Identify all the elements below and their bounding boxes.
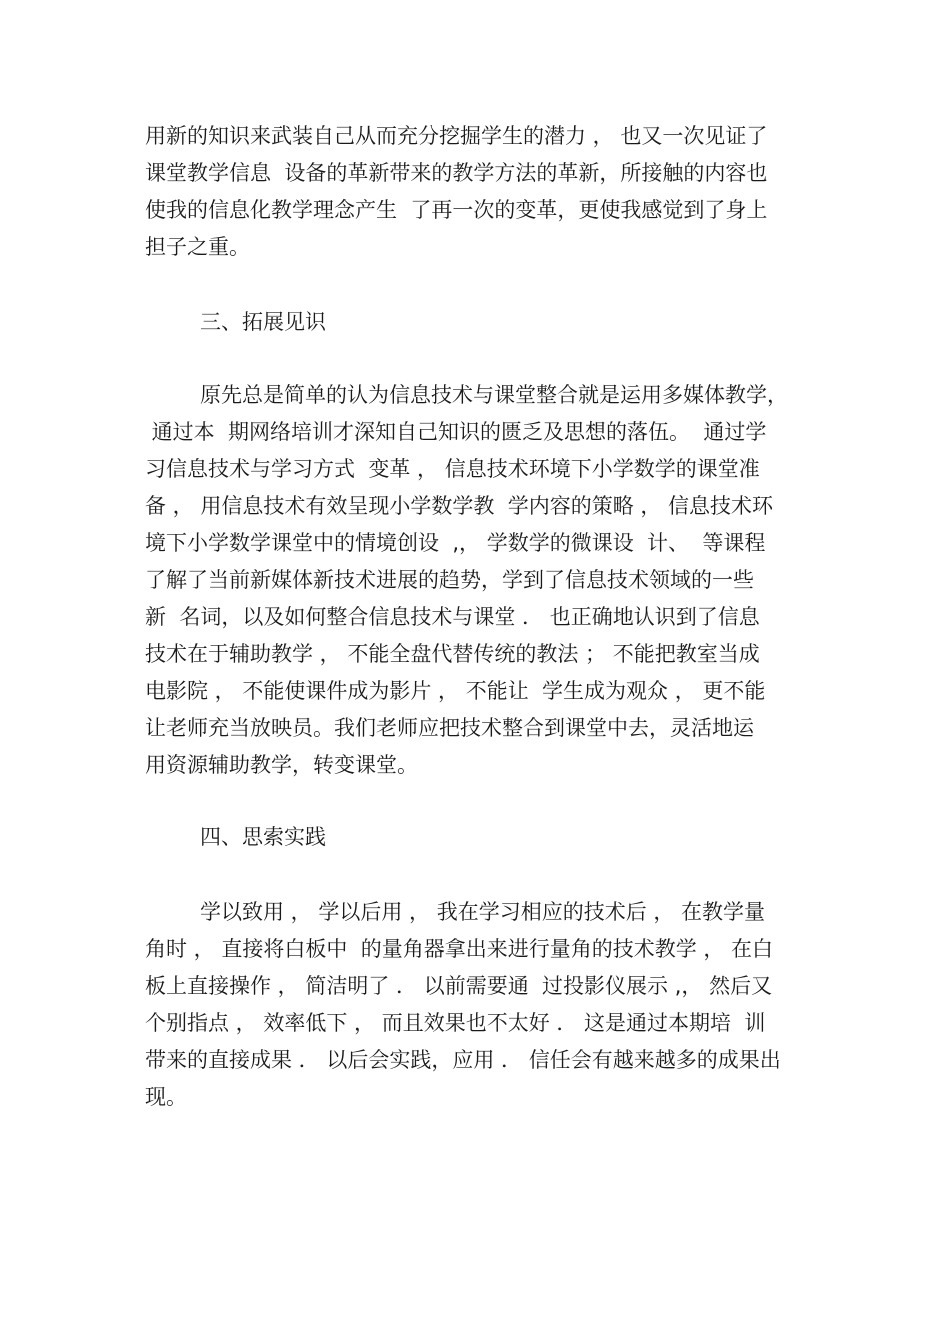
paragraph-line: 新 名词，以及如何整合信息技术与课堂 ． 也正确地认识到了信息 bbox=[145, 605, 760, 629]
paragraph-line: 学以致用 ， 学以后用 ， 我在学习相应的技术后 ， 在教学量 bbox=[200, 900, 766, 924]
paragraph-line: 通过本 期网络培训才深知自己知识的匮乏及思想的落伍。 通过学 bbox=[145, 420, 767, 444]
paragraph-line: 让老师充当放映员。我们老师应把技术整合到课堂中去，灵活地运 bbox=[145, 716, 754, 740]
section-heading-reflect-practice: 四、思索实践 bbox=[200, 825, 326, 849]
paragraph-line: 境下小学数学课堂中的情境创设 ,， 学数学的微课设 计、 等课程 bbox=[145, 531, 766, 555]
paragraph-line: 使我的信息化教学理念产生 了再一次的变革，更使我感觉到了身上 bbox=[145, 198, 768, 222]
paragraph-line: 课堂教学信息 设备的革新带来的教学方法的革新，所接触的内容也 bbox=[145, 161, 768, 185]
paragraph-line: 个别指点 ， 效率低下 ， 而且效果也不太好 ． 这是通过本期培 训 bbox=[145, 1011, 766, 1035]
paragraph-line: 原先总是简单的认为信息技术与课堂整合就是运用多媒体教学， bbox=[200, 383, 788, 407]
section-heading-expand-knowledge: 三、拓展见识 bbox=[200, 310, 326, 334]
paragraph-line: 技术在于辅助教学 ， 不能全盘代替传统的教法 ； 不能把教室当成 bbox=[145, 642, 760, 666]
paragraph-line: 用资源辅助教学，转变课堂。 bbox=[145, 753, 418, 777]
paragraph-line: 现。 bbox=[145, 1085, 187, 1109]
paragraph-line: 用新的知识来武装自己从而充分挖掘学生的潜力 ， 也又一次见证了 bbox=[145, 124, 768, 148]
paragraph-line: 担子之重。 bbox=[145, 235, 250, 259]
paragraph-line: 带来的直接成果 ． 以后会实践，应用 ． 信任会有越来越多的成果出 bbox=[145, 1048, 781, 1072]
paragraph-line: 习信息技术与学习方式 变革 ， 信息技术环境下小学数学的课堂准 bbox=[145, 457, 760, 481]
paragraph-line: 板上直接操作 ， 简洁明了 ． 以前需要通 过投影仪展示 ,， 然后又 bbox=[145, 974, 773, 998]
paragraph-line: 备 ， 用信息技术有效呈现小学数学教 学内容的策略 ， 信息技术环 bbox=[145, 494, 774, 518]
paragraph-line: 角时 ， 直接将白板中 的量角器拿出来进行量角的技术教学 ， 在白 bbox=[145, 937, 774, 961]
paragraph-line: 了解了当前新媒体新技术进展的趋势，学到了信息技术领域的一些 bbox=[145, 568, 754, 592]
paragraph-line: 电影院 ， 不能使课件成为影片 ， 不能让 学生成为观众 ， 更不能 bbox=[145, 679, 766, 703]
